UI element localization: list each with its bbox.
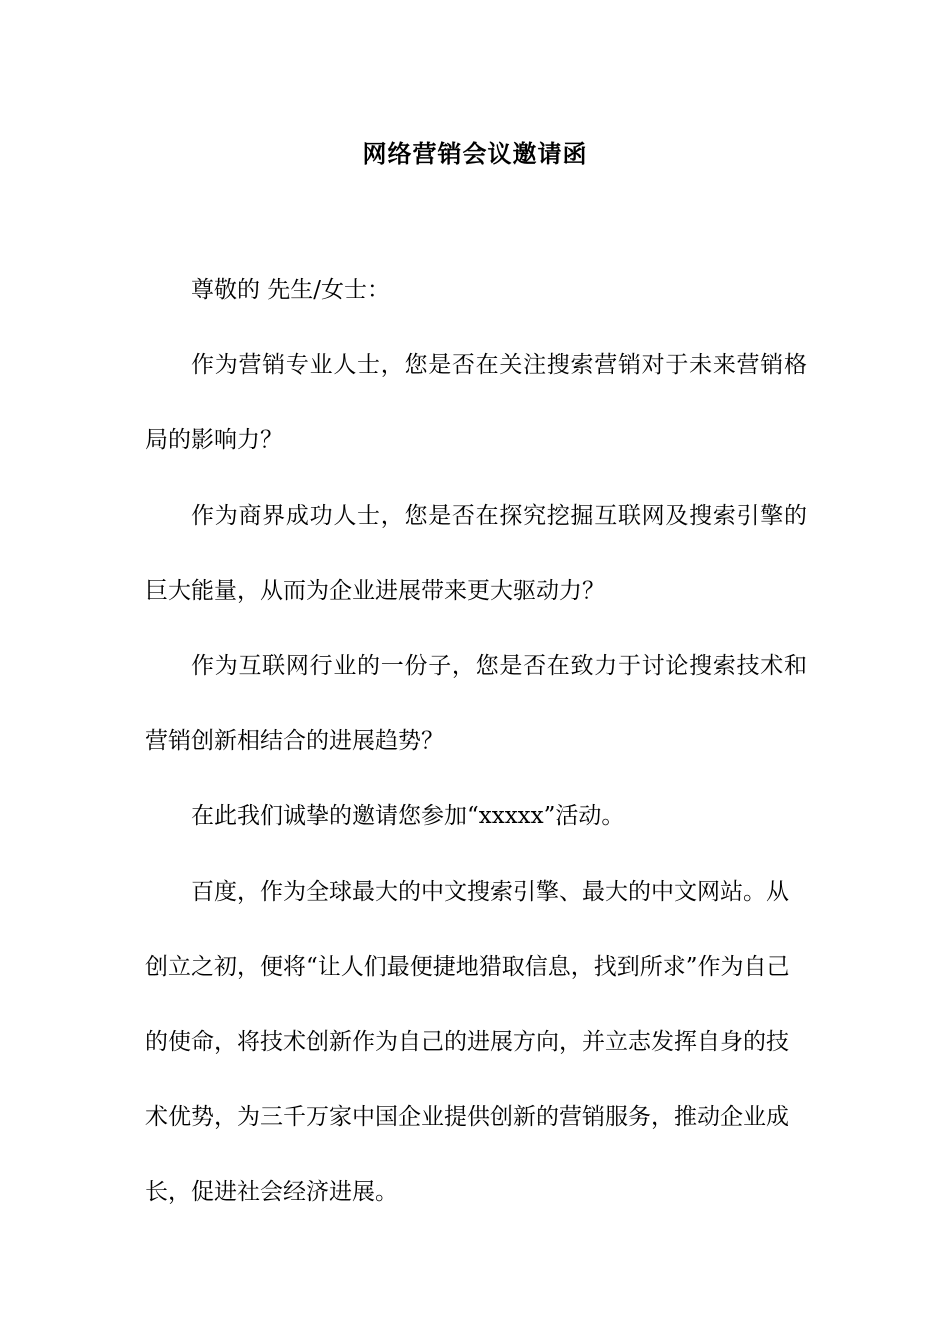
salutation-paragraph: 尊敬的 先生/女士： (191, 277, 391, 303)
body-paragraph-4: 在此我们诚挚的邀请您参加“xxxxx”活动。 (191, 803, 625, 830)
body-paragraph-2: 作为商界成功人士，您是否在探究挖掘互联网及搜索引擎的巨大能量，从而为企业进展带来更大驱动力？ (145, 502, 807, 604)
document-body (145, 253, 807, 1231)
body-paragraph-1: 作为营销专业人士，您是否在关注搜索营销对于未来营销格局的影响力？ (145, 352, 807, 454)
body-paragraph-5: 百度，作为全球最大的中文搜索引擎、最大的中文网站。从创立之初，便将“让人们最便捷地猎取信息，找到所求”作为自己的使命，将技术创新作为自己的进展方向，并立志发挥自身的技术优势，为三千万家中国企业提供创新的营销服务，推动企业成长，促进社会经济进展。 (145, 878, 790, 1206)
document-title: 网络营销会议邀请函 (362, 139, 588, 168)
body-paragraph-3: 作为互联网行业的一份子，您是否在致力于讨论搜索技术和营销创新相结合的进展趋势？ (145, 653, 807, 755)
